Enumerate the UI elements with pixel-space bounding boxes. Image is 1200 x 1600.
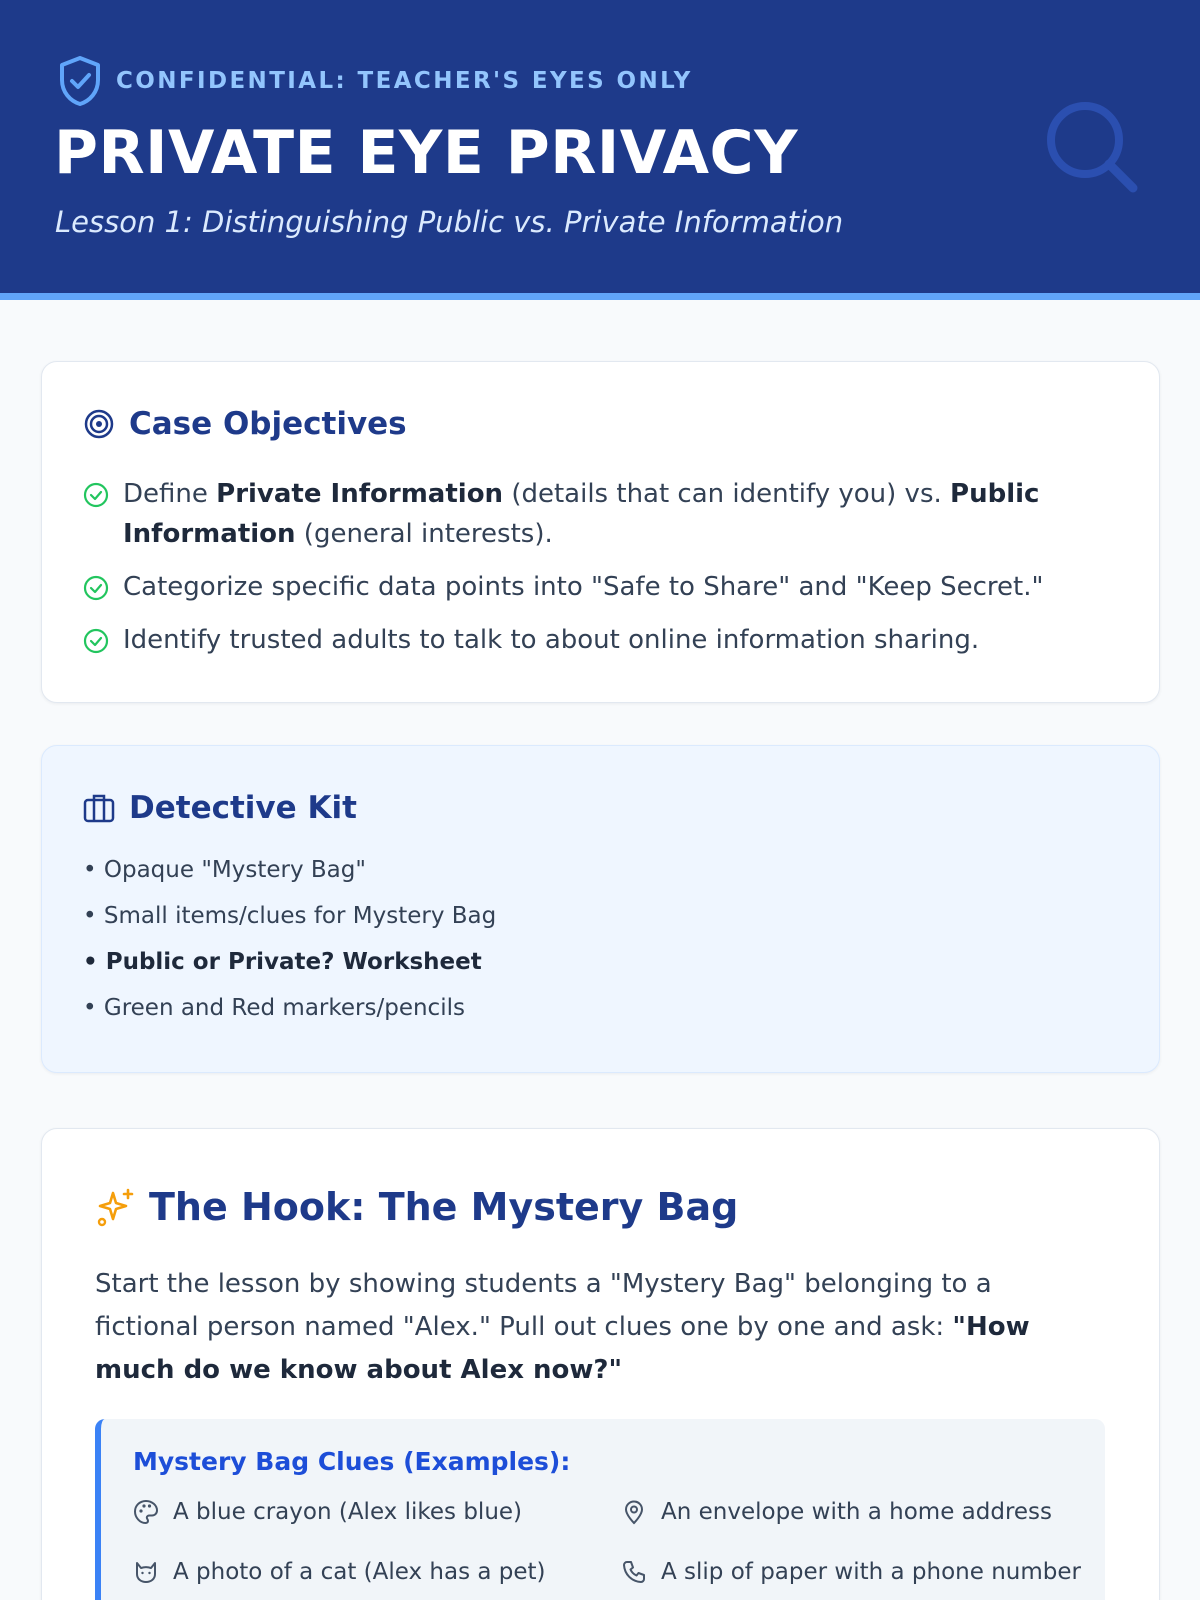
sparkles-icon <box>95 1187 135 1227</box>
detective-kit-card <box>41 745 1160 1073</box>
page-header <box>0 0 1200 300</box>
page-subtitle: Lesson 1: Distinguishing Public vs. Private Information <box>55 205 844 239</box>
confidential-label: CONFIDENTIAL: TEACHER'S EYES ONLY <box>116 68 693 94</box>
check-circle-icon <box>83 575 109 601</box>
clue-item <box>133 1559 546 1585</box>
kit-list <box>83 854 496 1038</box>
phone-icon <box>621 1559 647 1585</box>
clue-text: An envelope with a home address <box>661 1499 1053 1525</box>
list-item <box>83 567 1123 607</box>
clue-text: A blue crayon (Alex likes blue) <box>173 1499 523 1525</box>
objectives-list <box>83 474 1123 673</box>
check-circle-icon <box>83 628 109 654</box>
objective-text: Define Private Information (details that can identify you) vs. Public Information (general interests). <box>123 479 1040 549</box>
list-item: • Opaque "Mystery Bag" <box>83 857 366 883</box>
clue-item <box>133 1499 522 1525</box>
check-circle-icon <box>83 482 109 508</box>
kit-heading <box>83 790 357 826</box>
kit-title: Detective Kit <box>129 790 357 826</box>
list-item: • Public or Private? Worksheet <box>83 949 482 975</box>
list-item: • Green and Red markers/pencils <box>83 995 465 1021</box>
clues-heading: Mystery Bag Clues (Examples): <box>133 1447 571 1476</box>
clue-item <box>621 1499 1052 1525</box>
objectives-card <box>41 361 1160 703</box>
hook-paragraph: Start the lesson by showing students a "Mystery Bag" belonging to a fictional person named "Alex." Pull out clues one by one and ask: "How much do we know about Alex now?" <box>95 1269 1030 1385</box>
list-item <box>83 474 1123 554</box>
cat-icon <box>133 1559 159 1585</box>
hook-heading <box>95 1185 738 1229</box>
search-icon <box>1045 100 1145 200</box>
hook-title: The Hook: The Mystery Bag <box>149 1185 739 1229</box>
objective-text: Categorize specific data points into "Safe to Share" and "Keep Secret." <box>123 572 1044 602</box>
confidential-badge <box>56 54 693 108</box>
clues-callout <box>95 1419 1105 1600</box>
objective-text: Identify trusted adults to talk to about online information sharing. <box>123 625 980 655</box>
palette-icon <box>133 1499 159 1525</box>
clue-text: A slip of paper with a phone number <box>661 1559 1081 1585</box>
shield-check-icon <box>56 54 104 108</box>
clue-text: A photo of a cat (Alex has a pet) <box>173 1559 546 1585</box>
clue-item <box>621 1559 1081 1585</box>
objectives-title: Case Objectives <box>129 406 407 442</box>
hook-card <box>41 1128 1160 1600</box>
list-item <box>83 620 1123 660</box>
briefcase-icon <box>83 793 115 823</box>
objectives-heading <box>83 406 407 442</box>
map-pin-icon <box>621 1499 647 1525</box>
target-icon <box>83 408 115 440</box>
list-item: • Small items/clues for Mystery Bag <box>83 903 497 929</box>
page-title: PRIVATE EYE PRIVACY <box>54 118 799 188</box>
